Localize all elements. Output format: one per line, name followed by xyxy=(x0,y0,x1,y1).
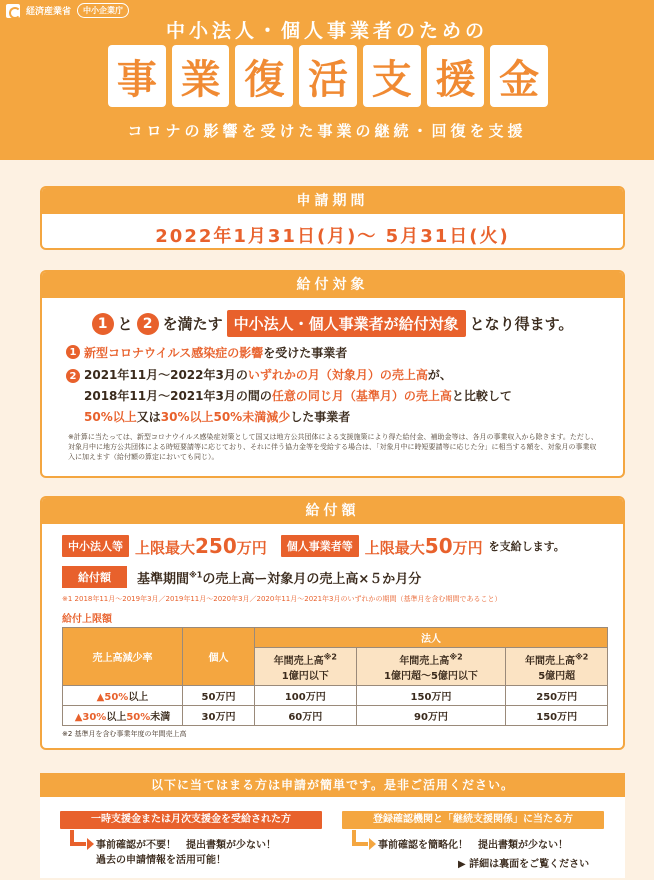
sales-footnote: ※2 基準月を含む事業年度の年間売上高 xyxy=(62,730,187,738)
eligibility-heading: 給付対象 xyxy=(42,272,623,298)
eligibility-note: ※計算に当たっては、新型コロナウイルス感染症対策として国又は地方公共団体による支援施策により得た給付金、補助金等は、各月の事業収入から除きます。ただし、対象月中に地方公共団体による時短要請等に応じており、それに伴う協力金等を受給する場合は、「対象月中に時短要請等に応じた分」に相当する額を、対象月の事業収入に加えます（給付額の算定においても同じ）。 xyxy=(68,433,598,461)
simplified-application-section xyxy=(40,773,625,878)
header-corporation: 法人 xyxy=(255,628,608,648)
rate-cell: ▲30%以上50%未満 xyxy=(63,706,183,726)
title-char: 援 xyxy=(427,45,485,107)
title-char: 業 xyxy=(172,45,230,107)
header-corp-1: 年間売上高$^{※2}$ 1億円以下 xyxy=(255,648,357,686)
condition-1-badge: 1 xyxy=(92,313,114,335)
simplified-heading: 以下に当てはまる方は申請が簡単です。是非ご活用ください。 xyxy=(40,773,625,797)
corp-tag: 中小法人等 xyxy=(62,535,129,557)
value-cell: 150万円 xyxy=(356,686,506,706)
value-cell: 150万円 xyxy=(506,706,608,726)
prior-recipient-benefits: 事前確認が不要！ 提出書類が少ない！ 過去の申請情報を活用可能！ xyxy=(96,840,276,866)
corp-amount: 上限最大250万円 xyxy=(135,534,267,558)
detail-link[interactable]: ▶ 詳細は裏面をご覧ください xyxy=(458,859,590,870)
header-individual: 個人 xyxy=(183,628,255,686)
value-cell: 50万円 xyxy=(183,686,255,706)
cond2-text: と比較して xyxy=(451,389,512,403)
cond2-text: が、 xyxy=(427,368,452,382)
header-banner xyxy=(0,0,654,160)
cond2-text: した事業者 xyxy=(290,410,351,424)
formula-tag: 給付額 xyxy=(62,566,127,588)
arrow-icon xyxy=(352,830,368,846)
arrow-icon xyxy=(70,830,86,846)
formula-text: 基準期間$^{※1}$の売上高ー対象月の売上高×５か月分 xyxy=(137,570,422,587)
eligibility-card xyxy=(40,270,625,478)
title-char: 活 xyxy=(299,45,357,107)
header-tagline: コロナの影響を受けた事業の継続・回復を支援 xyxy=(127,122,527,140)
sme-agency-logo: 中小企業庁 xyxy=(77,3,129,18)
cond2-text: 2021年11月〜2022年3月の xyxy=(84,368,248,382)
summary-and: と xyxy=(117,315,133,333)
support-relation-benefits: 事前確認を簡略化！ 提出書類が少ない！ xyxy=(378,840,568,851)
period-heading: 申請期間 xyxy=(42,188,623,214)
page-title xyxy=(108,45,548,107)
condition-1 xyxy=(66,345,623,361)
title-char: 支 xyxy=(363,45,421,107)
period-value: 2022年1月31日(月)〜 5月31日(火) xyxy=(155,226,510,247)
table-row xyxy=(63,706,608,726)
limit-table-title: 給付上限額 xyxy=(62,614,112,625)
application-period-card xyxy=(40,186,625,250)
condition-2-badge: 2 xyxy=(137,313,159,335)
condition-1-marker: 1 xyxy=(66,345,80,359)
prior-recipient-label: 一時支援金または月次支援金を受給された方 xyxy=(60,811,322,829)
value-cell: 60万円 xyxy=(255,706,357,726)
value-cell: 250万円 xyxy=(506,686,608,706)
benefit-heading: 給付額 xyxy=(42,498,623,524)
header-corp-3: 年間売上高$^{※2}$ 5億円超 xyxy=(506,648,608,686)
rate-cell: ▲50%以上 xyxy=(63,686,183,706)
cond2-text: 2018年11月〜2021年3月の間の xyxy=(84,389,272,403)
indiv-tag: 個人事業者等 xyxy=(281,535,359,557)
summary-end: となり得ます。 xyxy=(469,315,574,333)
header-subtitle: 中小法人・個人事業者のための xyxy=(165,20,488,42)
title-char: 事 xyxy=(108,45,166,107)
cond2-highlight: いずれかの月（対象月）の売上高 xyxy=(247,368,428,382)
condition-1-text: を受けた事業者 xyxy=(263,346,348,360)
cond2-highlight: 50%以上 xyxy=(84,410,137,424)
title-char: 金 xyxy=(490,45,548,107)
eligible-target-box: 中小法人・個人事業者が給付対象 xyxy=(227,310,466,337)
cond2-highlight: 任意の同じ月（基準月）の売上高 xyxy=(271,389,452,403)
condition-2 xyxy=(66,365,623,428)
value-cell: 90万円 xyxy=(356,706,506,726)
limit-table xyxy=(62,627,608,726)
eligibility-summary xyxy=(42,310,623,337)
value-cell: 100万円 xyxy=(255,686,357,706)
header-corp-2: 年間売上高$^{※2}$ 1億円超〜5億円以下 xyxy=(356,648,506,686)
benefit-card xyxy=(40,496,625,750)
period-footnote: ※1 2018年11月〜2019年3月／2019年11月〜2020年3月／2020年11月〜2021年3月のいずれかの期間（基準月を含む期間であること） xyxy=(62,595,502,603)
cond2-text: 又は xyxy=(136,410,161,424)
table-row xyxy=(63,686,608,706)
ministry-name: 経済産業省 xyxy=(26,7,72,17)
condition-1-highlight: 新型コロナウイルス感染症の影響 xyxy=(84,346,264,360)
amount-suffix: を支給します。 xyxy=(488,540,565,553)
indiv-amount: 上限最大50万円 xyxy=(364,534,483,558)
cond2-highlight: 30%以上50%未満減少 xyxy=(160,410,291,424)
header-rate: 売上高減少率 xyxy=(63,628,183,686)
max-amount-row xyxy=(62,534,623,558)
summary-satisfy: を満たす xyxy=(162,315,223,333)
title-char: 復 xyxy=(235,45,293,107)
value-cell: 30万円 xyxy=(183,706,255,726)
condition-2-marker: 2 xyxy=(66,369,80,383)
formula-row xyxy=(62,566,623,588)
support-relation-label: 登録確認機関と「継続支援関係」に当たる方 xyxy=(342,811,604,829)
